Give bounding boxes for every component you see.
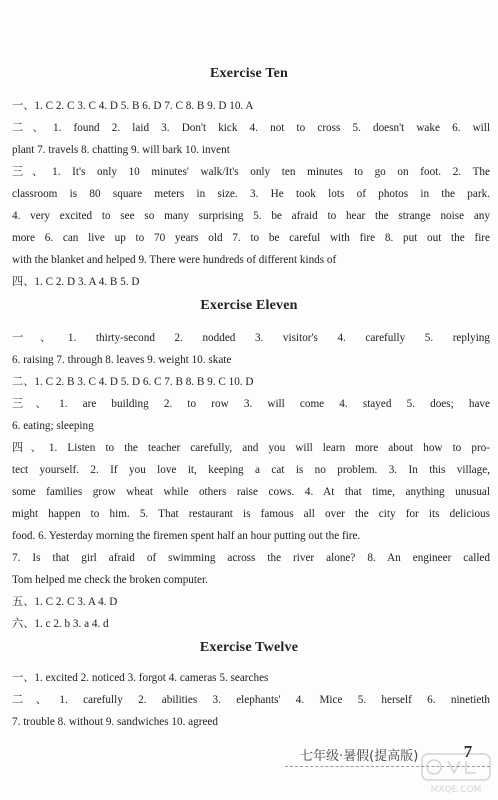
watermark-logo-icon <box>420 752 492 796</box>
section-title: Exercise Ten <box>210 66 288 81</box>
answer-line: plant 7. travels 8. chatting 9. will bark 10. invent <box>12 144 230 156</box>
answer-line: tect yourself. 2. If you love it, keeping a cat is no problem. 3. In this village, <box>12 464 490 476</box>
watermark-text: MXQE.COM <box>430 785 482 795</box>
answer-line: some families grow wheat while others raise cows. 4. At that time, anything unusual <box>12 486 490 498</box>
answer-line: might happen to him. 5. That restaurant is famous all over the city for its delicious <box>12 508 490 520</box>
answer-line: 三、1. It's only 10 minutes' walk/It's only ten minutes to go on foot. 2. The <box>12 166 490 178</box>
section-title: Exercise Eleven <box>200 298 298 313</box>
answer-line: 五、1. C 2. C 3. A 4. D <box>12 596 118 608</box>
answer-line: 六、1. c 2. b 3. a 4. d <box>12 618 109 630</box>
answer-line: more 6. can live up to 70 years old 7. to be careful with fire 8. put out the fire <box>12 232 490 244</box>
page-number: 7 <box>463 742 473 761</box>
answer-line: food. 6. Yesterday morning the firemen spent half an hour putting out the fire. <box>12 530 361 542</box>
answer-line: 二、1. found 2. laid 3. Don't kick 4. not to cross 5. doesn't wake 6. will <box>12 122 490 134</box>
answer-line: 二、1. C 2. B 3. C 4. D 5. D 6. C 7. B 8. B 9. C 10. D <box>12 376 254 388</box>
answer-line: 三、1. are building 2. to row 3. will come 4. stayed 5. does; have <box>12 398 490 410</box>
answer-line: 一、1. excited 2. noticed 3. forgot 4. cameras 5. searches <box>12 672 269 684</box>
answer-line: 6. raising 7. through 8. leaves 9. weight 10. skate <box>12 354 232 366</box>
footer-label: 七年级·暑假(提高版) <box>300 749 419 764</box>
answer-line: 7. trouble 8. without 9. sandwiches 10. agreed <box>12 716 218 728</box>
answer-line: 二、1. carefully 2. abilities 3. elephants' 4. Mice 5. herself 6. ninetieth <box>12 694 490 706</box>
answer-line: with the blanket and helped 9. There were hundreds of different kinds of <box>12 254 337 266</box>
answer-line: 四、1. Listen to the teacher carefully, and you will learn more about how to pro- <box>12 442 490 454</box>
section-title: Exercise Twelve <box>199 640 299 655</box>
answer-line: 4. very excited to see so many surprising 5. be afraid to hear the strange noise any <box>12 210 490 222</box>
answer-line: Tom helped me check the broken computer. <box>12 574 208 586</box>
answer-line: 四、1. C 2. D 3. A 4. B 5. D <box>12 276 140 288</box>
answer-line: 6. eating; sleeping <box>12 420 94 432</box>
answer-line: classroom is 80 square meters in size. 3. He took lots of photos in the park. <box>12 188 490 200</box>
answer-line: 7. Is that girl afraid of swimming across the river alone? 8. An engineer called <box>12 552 490 564</box>
answer-line: 一、1. C 2. C 3. C 4. D 5. B 6. D 7. C 8. B 9. D 10. A <box>12 100 254 112</box>
answer-line: 一、1. thirty-second 2. nodded 3. visitor's 4. carefully 5. replying <box>12 332 490 344</box>
